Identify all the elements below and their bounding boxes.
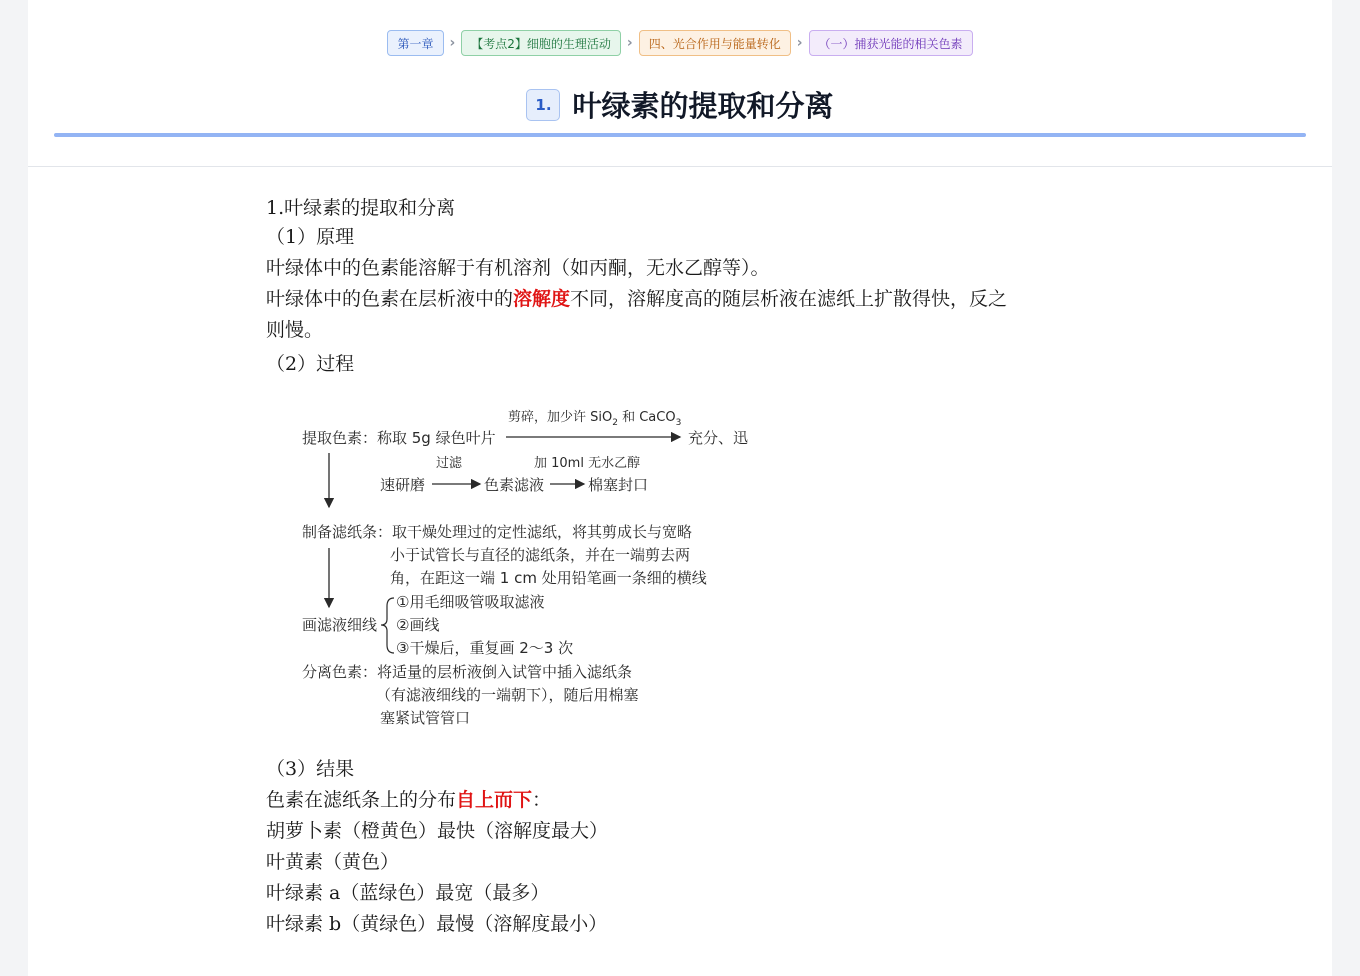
highlight-text: 溶解度 [513,288,571,310]
fig-brace [381,598,394,653]
breadcrumb-subsection[interactable]: （一）捕获光能的相关色素 [809,30,973,56]
text: ： [532,789,552,811]
fig-sep-line-2: （有滤液细线的一端朝下），随后用棉塞 [376,686,639,704]
fig-seal: 棉塞封口 [588,476,649,494]
list-item: 叶绿素 b（黄绿色）最慢（溶解度最小） [266,913,608,935]
divider [28,166,1332,167]
content-card [28,0,1332,976]
fig-top-note: 剪碎，加少许 SiO$_2$ 和 CaCO$_3$ [508,410,682,428]
fig-grind: 速研磨 [380,476,426,494]
breadcrumb-chapter[interactable]: 第一章 [387,30,443,56]
list-item: 胡萝卜素（橙黄色）最快（溶解度最大） [266,820,609,842]
paragraph [266,785,551,815]
fig-paper-line-2: 小于试管长与直径的滤纸条，并在一端剪去两 [390,546,691,564]
list-item: 叶绿素 a（蓝绿色）最宽（最多） [266,882,550,904]
paragraph: 叶绿体中的色素能溶解于有机溶剂（如丙酮，无水乙醇等）。 [266,257,770,279]
text: 不同，溶解度高的随层析液在滤纸上扩散得快，反之 [570,288,1008,310]
fig-line-label: 画滤液细线 [302,616,378,634]
breadcrumb-section[interactable]: 四、光合作用与能量转化 [639,30,791,56]
text: 叶绿体中的色素在层析液中的 [266,288,514,310]
breadcrumb [28,30,1332,56]
fig-ethanol-note: 加 10ml 无水乙醇 [534,456,641,471]
page-title: 叶绿素的提取和分离 [572,89,834,123]
fig-sep-line-1: 分离色素：将适量的层析液倒入试管中插入滤纸条 [302,663,633,681]
fig-filtrate: 色素滤液 [484,476,545,494]
subheading-result: （3）结果 [266,758,355,780]
breadcrumb-separator-icon: › [796,35,803,51]
paragraph [266,284,1007,314]
page-heading [28,84,1332,125]
fig-step-3: ③干燥后，重复画 2～3 次 [396,639,574,657]
process-diagram [266,393,766,738]
subheading-principle: （1）原理 [266,226,355,248]
paragraph: 则慢。 [266,319,324,341]
fig-paper-line-1: 制备滤纸条：取干燥处理过的定性滤纸，将其剪成长与宽略 [302,523,693,541]
text: 色素在滤纸条上的分布 [266,789,457,811]
section-heading: 1.叶绿素的提取和分离 [266,197,456,219]
breadcrumb-separator-icon: › [449,35,456,51]
title-underline [54,133,1306,137]
highlight-text: 自上而下 [456,789,533,811]
heading-number-badge: 1. [526,89,560,121]
fig-extract-label: 提取色素：称取 5g 绿色叶片 [302,429,496,447]
fig-filter-note: 过滤 [436,456,463,471]
breadcrumb-separator-icon: › [626,35,633,51]
fig-step-2: ②画线 [396,616,440,634]
breadcrumb-topic[interactable]: 【考点2】细胞的生理活动 [461,30,621,56]
subheading-process: （2）过程 [266,353,355,375]
list-item: 叶黄素（黄色） [266,851,400,873]
fig-extract-end: 充分、迅 [688,429,749,447]
fig-paper-line-3: 角，在距这一端 1 cm 处用铅笔画一条细的横线 [390,569,707,587]
fig-sep-line-3: 塞紧试管管口 [380,709,471,727]
fig-step-1: ①用毛细吸管吸取滤液 [396,593,545,611]
